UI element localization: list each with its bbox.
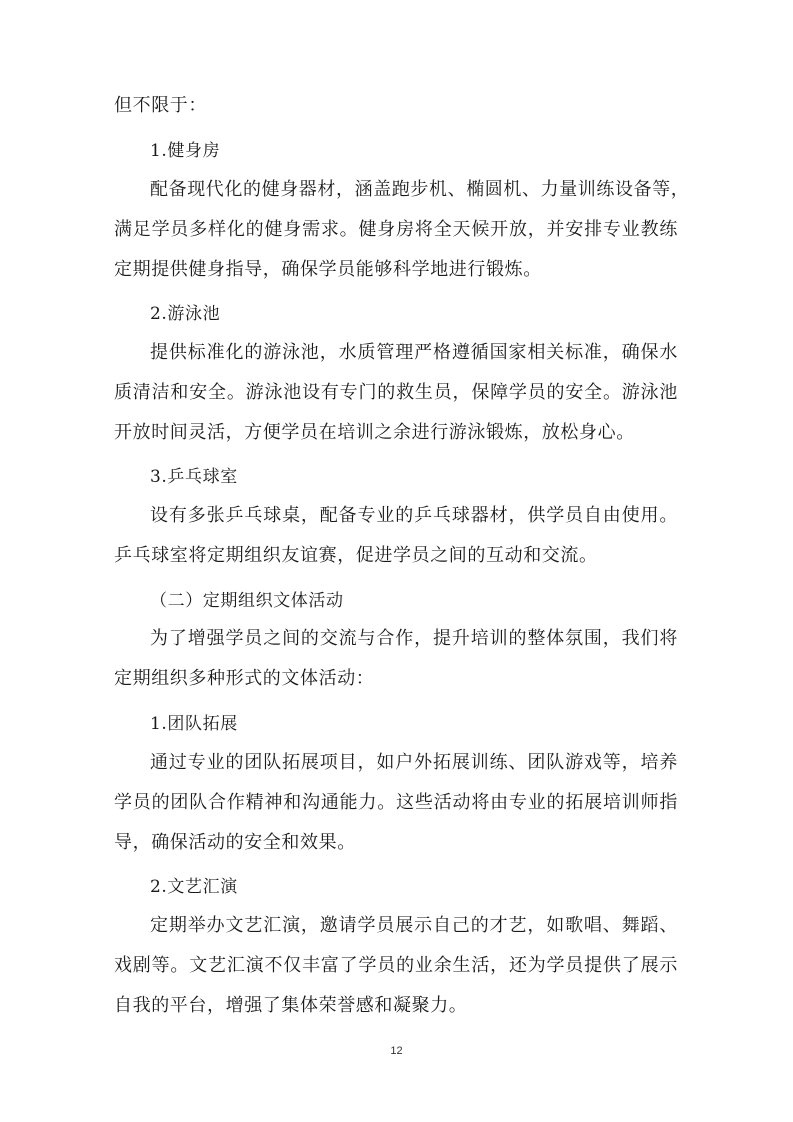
paragraph-line: 配备现代化的健身器材，涵盖跑步机、椭圆机、力量训练设备等， <box>150 179 690 200</box>
paragraph-line: 开放时间灵活，方便学员在培训之余进行游泳锻炼，放松身心。 <box>114 422 635 443</box>
paragraph-line: 导，确保活动的安全和效果。 <box>114 832 356 853</box>
section-heading: 3.乒乓球室 <box>150 467 238 487</box>
section-heading: （二）定期组织文体活动 <box>150 591 344 611</box>
paragraph-line: 戏剧等。文艺汇演不仅丰富了学员的业余生活，还为学员提供了展示 <box>114 955 678 976</box>
section-heading: 1.健身房 <box>150 141 221 161</box>
paragraph-line: 定期组织多种形式的文体活动： <box>114 668 375 689</box>
paragraph-line: 学员的团队合作精神和沟通能力。这些活动将由专业的拓展培训师指 <box>114 792 678 813</box>
section-heading: 2.文艺汇演 <box>150 877 238 897</box>
page-number: 12 <box>390 1045 403 1057</box>
paragraph-line: 质清洁和安全。游泳池设有专门的救生员，保障学员的安全。游泳池 <box>114 382 678 403</box>
paragraph-line: 设有多张乒乓球桌，配备专业的乒乓球器材，供学员自由使用。 <box>150 505 678 526</box>
paragraph-line: 满足学员多样化的健身需求。健身房将全天候开放，并安排专业教练 <box>114 219 678 240</box>
paragraph-line: 定期提供健身指导，确保学员能够科学地进行锻炼。 <box>114 259 542 280</box>
paragraph-line: 自我的平台，增强了集体荣誉感和凝聚力。 <box>114 995 468 1016</box>
section-heading: 2.游泳池 <box>150 304 221 324</box>
section-heading: 1.团队拓展 <box>150 714 238 734</box>
paragraph-line: 通过专业的团队拓展项目，如户外拓展训练、团队游戏等，培养 <box>150 752 678 773</box>
text-line: 但不限于： <box>114 95 207 116</box>
paragraph-line: 为了增强学员之间的交流与合作，提升培训的整体氛围，我们将 <box>150 628 678 649</box>
paragraph-line: 定期举办文艺汇演，邀请学员展示自己的才艺，如歌唱、舞蹈、 <box>150 915 678 936</box>
paragraph-line: 提供标准化的游泳池，水质管理严格遵循国家相关标准，确保水 <box>150 342 678 363</box>
paragraph-line: 乒乓球室将定期组织友谊赛，促进学员之间的互动和交流。 <box>114 545 598 566</box>
